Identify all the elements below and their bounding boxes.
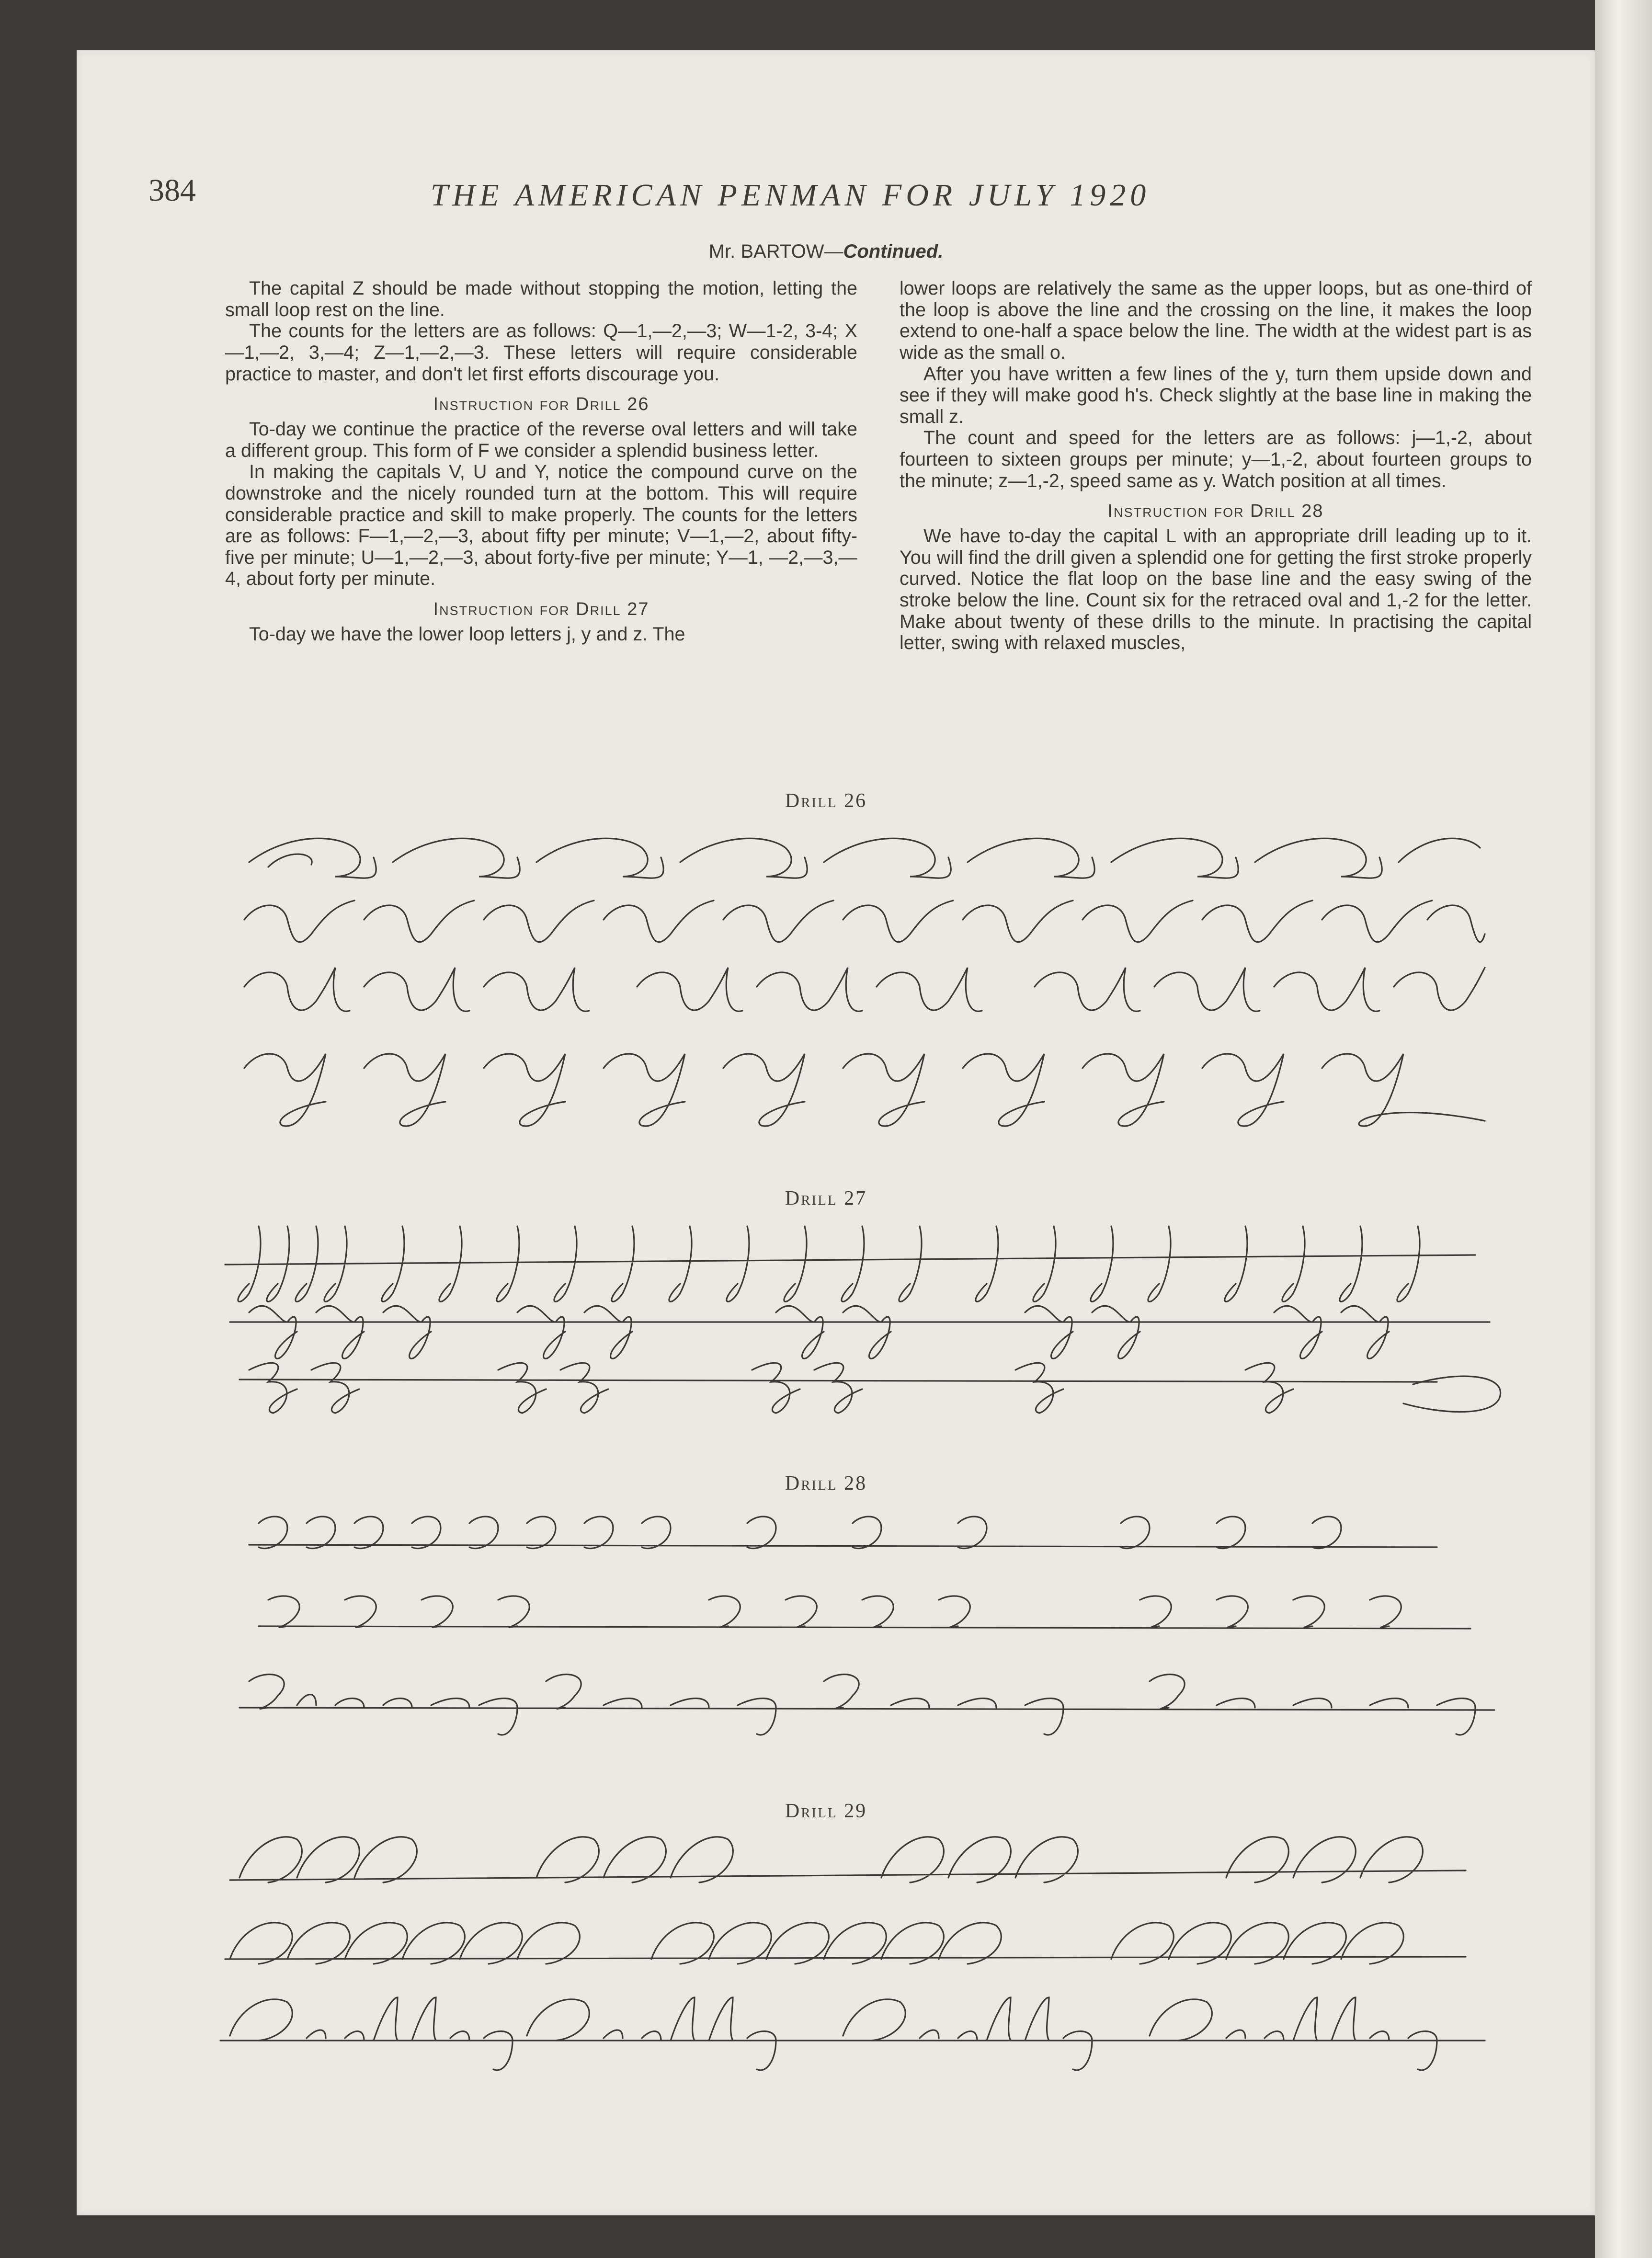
paragraph: The count and speed for the letters are as follows: j—1,-2, about fourteen to sixteen groups per minute; y—1,-2, about fourteen groups to the minute; z—1,-2, speed same as y. Watch position at all times. xyxy=(900,427,1532,491)
drill-29-label: Drill 29 xyxy=(785,1800,867,1822)
paragraph: To-day we continue the practice of the reverse oval letters and will take a different group. This form of F we consider a splendid business letter. xyxy=(225,419,857,461)
continued-label: Continued. xyxy=(843,241,944,262)
paragraph: After you have written a few lines of the y, turn them upside down and see if they will make good h's. Check slightly at the base line in making the small z. xyxy=(900,363,1532,427)
drill-27-script-image xyxy=(225,1226,1501,1413)
paragraph: The counts for the letters are as follows: Q—1,—2,—3; W—1-2, 3-4; X—1,—2, 3,—4; Z—1,—2,—3. These letters will require considerable practice to master, and don't let first efforts discourage you. xyxy=(225,320,857,385)
running-title: THE AMERICAN PENMAN FOR JULY 1920 xyxy=(430,178,1151,213)
paragraph: To-day we have the lower loop letters j, y and z. The xyxy=(249,624,685,645)
paragraph: The capital Z should be made without stopping the motion, letting the small loop rest on the line. xyxy=(225,278,857,320)
drill-29-script-image xyxy=(220,1837,1485,2070)
section-heading: Instruction for Drill 26 xyxy=(433,394,649,415)
drill-28-label: Drill 28 xyxy=(785,1472,867,1494)
drill-26-script-image xyxy=(244,838,1485,1126)
author-name: Mr. BARTOW— xyxy=(708,241,843,262)
drill-28-script-image xyxy=(239,1517,1494,1735)
page-number: 384 xyxy=(148,173,196,208)
drill-26-label: Drill 26 xyxy=(785,790,867,812)
section-heading: Instruction for Drill 28 xyxy=(1107,501,1324,522)
paragraph: In making the capitals V, U and Y, notice the compound curve on the downstroke and the nicely rounded turn at the bottom. This will require considerable practice and skill to make properly. The counts for the letters are as follows: F—1,—2,—3, about fifty per minute; V—1,—2, about fifty-five per minute; U—1,—2,—3, about forty-five per minute; Y—1, —2,—3,—4, about forty per minute. xyxy=(225,461,857,590)
paragraph: lower loops are relatively the same as the upper loops, but as one-third of the loop is above the line and the crossing on the line, it makes the loop extend to one-half a space below the line. The width at the widest part is as wide as the small o. xyxy=(900,278,1532,363)
drill-27-label: Drill 27 xyxy=(785,1187,867,1209)
section-heading: Instruction for Drill 27 xyxy=(433,599,649,620)
paragraph: We have to-day the capital L with an appropriate drill leading up to it. You will find the drill given a splendid one for getting the first stroke properly curved. Notice the flat loop on the base line and the easy swing of the stroke below the line. Count six for the retraced oval and 1,-2 for the letter. Make about twenty of these drills to the minute. In practising the capital letter, swing with relaxed muscles, xyxy=(900,525,1532,654)
